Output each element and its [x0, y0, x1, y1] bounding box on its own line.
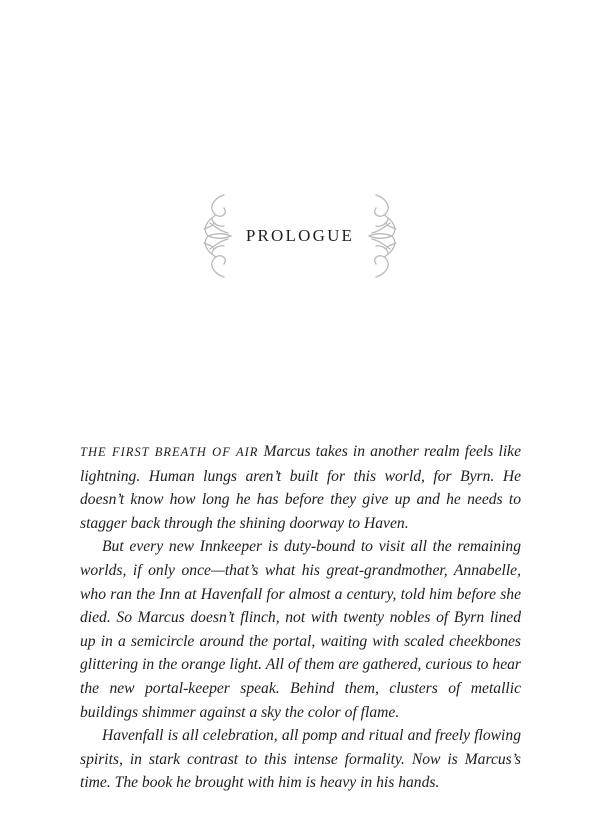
paragraph-2: But every new Innkeeper is duty-bound to visit all the remaining worlds, if only once—that’s what his great-grandmother, Annabelle, who ran the Inn at Havenfall for almost a century, told him before she died. So Marcus doesn’t flinch, not with twenty nobles of Byrn lined up in a semicircle around the portal, waiting with scaled cheekbones glittering in the orange light. All of them are gathered, curious to hear the new portal-keeper speak. Behind them, clusters of metallic buildings shimmer against a sky the color of flame. [80, 538, 521, 721]
chapter-title: PROLOGUE [245, 226, 355, 245]
paragraph-1-text: Marcus takes in another realm feels like lightning. Human lungs aren’t built for this world, for Byrn. He doesn’t know how long he has before they give up and he needs to stagger back through the shining doorway to Haven. [80, 443, 521, 532]
left-flourish-ornament-icon [198, 193, 232, 279]
paragraph-3: Havenfall is all celebration, all pomp and ritual and freely flowing spirits, in stark contrast to this intense formality. Now is Marcus’s time. The book he brought with him is heavy in his hands. [80, 727, 521, 792]
right-flourish-ornament-icon [368, 193, 402, 279]
paragraph-1 [80, 440, 521, 535]
prologue-body [80, 440, 521, 795]
chapter-heading [198, 193, 402, 279]
lead-in-small-caps: THE FIRST BREATH OF AIR [80, 445, 259, 459]
